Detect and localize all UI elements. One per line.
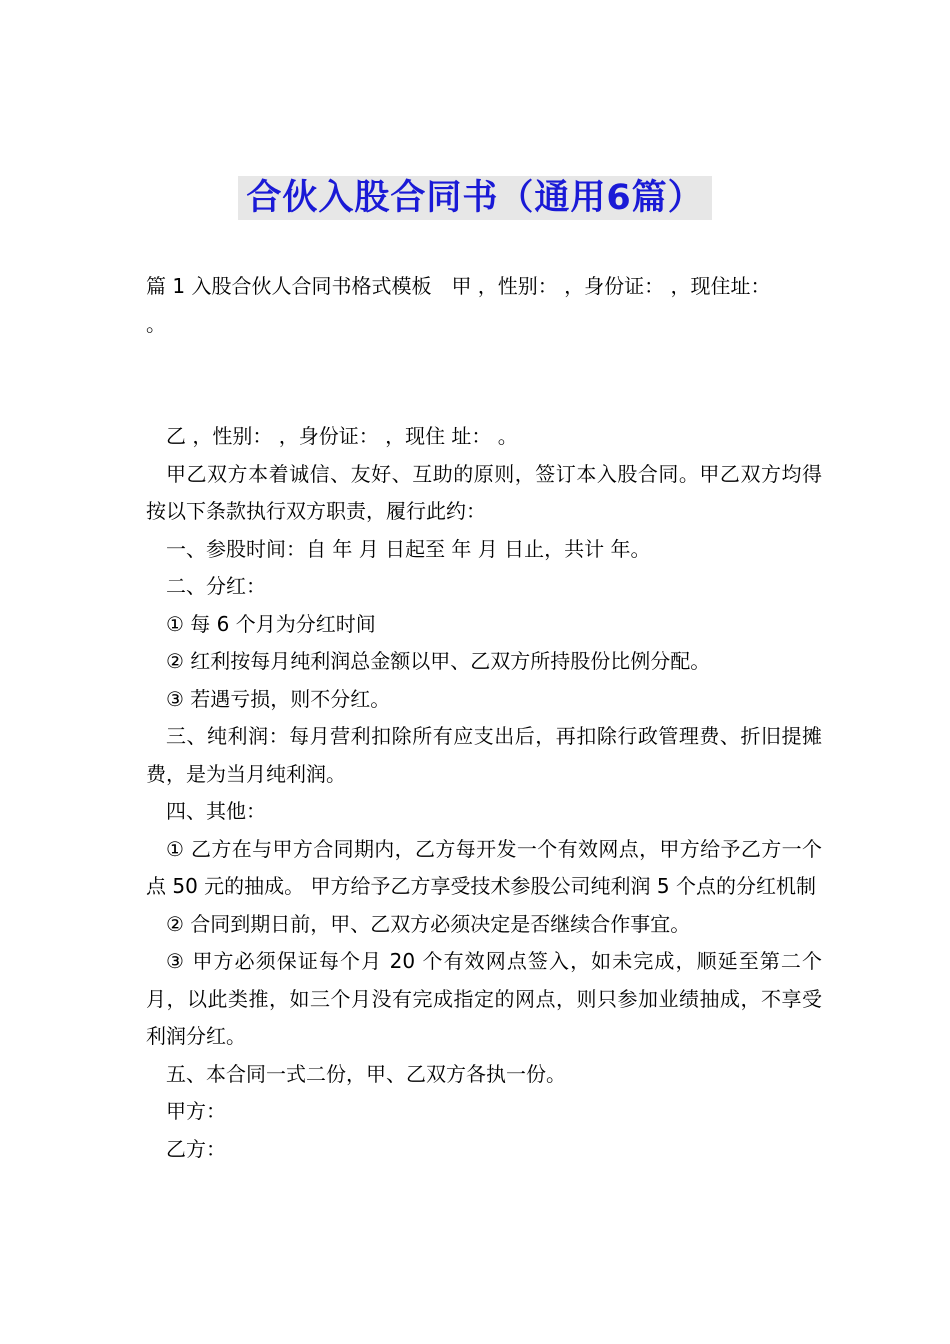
document-title: 合伙入股合同书（通用6篇） xyxy=(238,176,711,220)
clause-2-heading: 二、分红： xyxy=(166,574,266,598)
clause-5-copies: 五、本合同一式二份，甲、乙双方各执一份。 xyxy=(166,1061,566,1086)
clause-3-net-profit: 三、纯利润：每月营利扣除所有应支出后，再扣除行政管理费、折旧提摊费，是为当月纯利润。 xyxy=(146,724,822,786)
party-a-signature: 甲方： xyxy=(166,1099,226,1123)
clause-4-item-1: ① 乙方在与甲方合同期内，乙方每开发一个有效网点，甲方给予乙方一个点 50 元的抽成。 甲方给予乙方享受技术参股公司纯利润 5 个点的分红机制 xyxy=(146,836,822,898)
contract-body xyxy=(146,418,822,1168)
intro-line: 篇 1 入股合伙人合同书格式模板 甲 ，性别： ，身份证： ，现住址： xyxy=(146,274,771,298)
clause-1-term: 一、参股时间：自 年 月 日起至 年 月 日止，共计 年。 xyxy=(166,536,651,561)
clause-4-heading: 四、其他： xyxy=(166,799,266,823)
party-b-signature: 乙方： xyxy=(166,1136,226,1161)
clause-2-item-1: ① 每 6 个月为分红时间 xyxy=(166,611,376,636)
preamble-paragraph: 甲乙双方本着诚信、友好、互助的原则，签订本入股合同。甲乙双方均得按以下条款执行双方职责，履行此约： xyxy=(146,461,822,523)
party-b-info: 乙 ，性别： ，身份证： ，现住 址： 。 xyxy=(166,424,518,448)
intro-line-end: 。 xyxy=(146,311,166,336)
intro-block xyxy=(146,268,822,343)
clause-2-item-2: ② 红利按每月纯利润总金额以甲、乙双方所持股份比例分配。 xyxy=(166,649,711,673)
clause-4-item-2: ② 合同到期日前，甲、乙双方必须决定是否继续合作事宜。 xyxy=(166,911,691,936)
clause-2-item-3: ③ 若遇亏损，则不分红。 xyxy=(166,686,391,711)
title-container xyxy=(0,176,950,220)
clause-4-item-3: ③ 甲方必须保证每个月 20 个有效网点签入，如未完成，顺延至第二个月，以此类推，如三个月没有完成指定的网点，则只参加业绩抽成，不享受利润分红。 xyxy=(146,949,822,1048)
